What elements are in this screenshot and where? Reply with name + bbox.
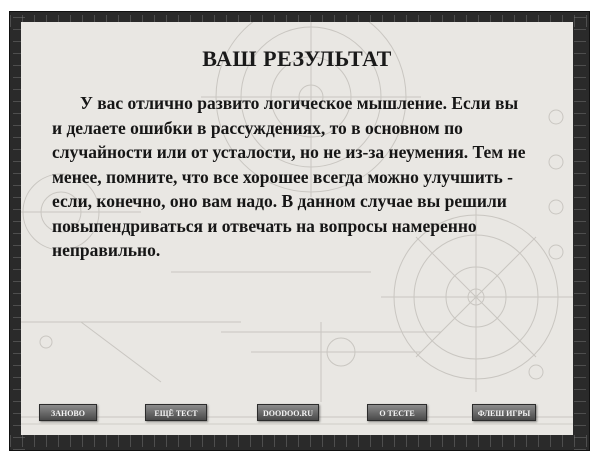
flash-games-button[interactable]: ФЛЕШ ИГРЫ bbox=[472, 404, 536, 421]
result-description: У вас отлично развито логическое мышление. Если вы и делаете ошибки в рассуждениях, то в основном по случайности или от усталости, но не из-за неумения. Тем не менее, помните, что все хорошее всегда можно улучшить - если, конечно, оно вам надо. В данном случае вы решили повыпендриваться и отвечать на вопросы намеренно неправильно. bbox=[52, 93, 526, 260]
restart-button[interactable]: ЗАНОВО bbox=[39, 404, 97, 421]
result-panel bbox=[21, 22, 573, 435]
bottom-ruler bbox=[10, 435, 589, 447]
site-link-button[interactable]: DOODOO.RU bbox=[257, 404, 319, 421]
result-title: ВАШ РЕЗУЛЬТАТ bbox=[202, 46, 392, 71]
about-test-button[interactable]: О ТЕСТЕ bbox=[367, 404, 427, 421]
right-ruler bbox=[574, 12, 586, 450]
more-tests-button[interactable]: ЕЩЁ ТЕСТ bbox=[145, 404, 207, 421]
